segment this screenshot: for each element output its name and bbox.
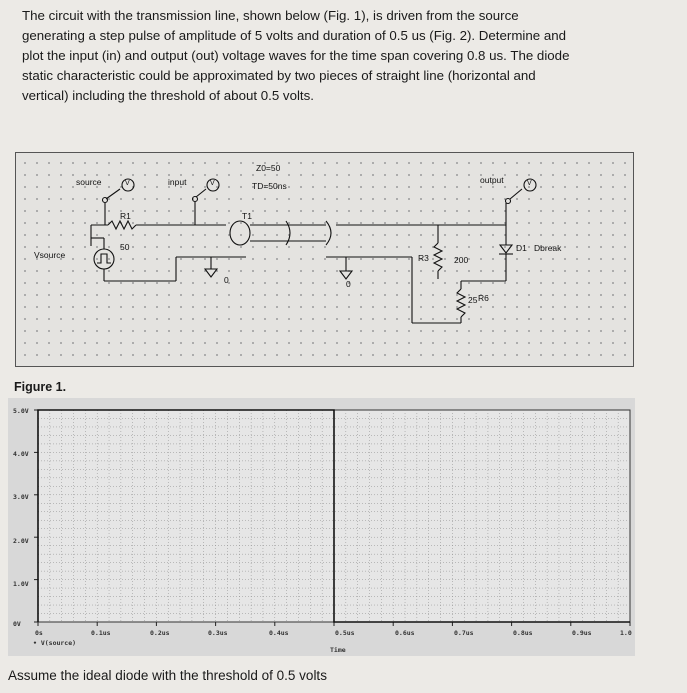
ground-icon [340, 271, 352, 279]
x-tick-label: 0.7us [454, 629, 474, 637]
tline-td: TD=50ns [252, 181, 287, 191]
schematic-drawing [16, 153, 633, 366]
x-tick-label: 0.5us [335, 629, 355, 637]
x-tick-label: 0.9us [572, 629, 592, 637]
vsource-icon [94, 249, 114, 269]
tline-port-a [230, 221, 250, 245]
y-tick-label: 4.0V [13, 450, 29, 458]
x-tick-label: 0.2us [150, 629, 170, 637]
assumption-note: Assume the ideal diode with the threshold of 0.5 volts [8, 668, 327, 683]
waveform-plot [8, 398, 635, 656]
ground-label: 0 [224, 275, 229, 285]
r6-name: R6 [478, 293, 489, 303]
x-tick-label: 0.4us [269, 629, 289, 637]
problem-line: vertical) including the threshold of about 0.5 volts. [22, 88, 314, 103]
x-tick-label: 0.3us [208, 629, 228, 637]
problem-line: static characteristic could be approximated by two pieces of straight line (horizontal and [22, 68, 536, 83]
r1-value: 50 [120, 242, 130, 252]
x-tick-label: 0.1us [91, 629, 111, 637]
r1-resistor [108, 221, 136, 229]
source-label: source [76, 177, 102, 187]
x-tick-label: 1.0 [620, 629, 632, 637]
y-tick-label: 1.0V [13, 580, 29, 588]
output-probe-symbol: V [527, 180, 532, 187]
problem-line: generating a step pulse of amplitude of 5 volts and duration of 0.5 us (Fig. 2). Determine and [22, 28, 567, 43]
figure-caption: Figure 1. [14, 380, 67, 394]
source-probe-symbol: V [125, 180, 130, 187]
output-label: output [480, 175, 504, 185]
legend: • V(source) [33, 639, 77, 647]
diode-model: Dbreak [534, 243, 562, 253]
r6-resistor [457, 289, 465, 317]
y-tick-label: 3.0V [13, 493, 29, 501]
y-tick-label: 5.0V [13, 407, 29, 415]
ground-icon [205, 269, 217, 277]
vsource-label: Vsource [34, 250, 66, 260]
tline-z0: Z0=50 [256, 163, 281, 173]
r1-name: R1 [120, 211, 131, 221]
y-tick-label: 0V [13, 620, 21, 628]
problem-line: The circuit with the transmission line, shown below (Fig. 1), is driven from the source [22, 8, 519, 23]
input-probe-symbol: V [210, 180, 215, 187]
y-tick-label: 2.0V [13, 537, 29, 545]
ground-label: 0 [346, 279, 351, 289]
circuit-schematic [15, 152, 634, 367]
tline-name: T1 [242, 211, 252, 221]
x-tick-label: 0s [35, 629, 43, 637]
r3-value: 200 [454, 255, 469, 265]
r3-name: R3 [418, 253, 429, 263]
problem-line: plot the input (in) and output (out) voltage waves for the time span covering 0.8 us. The diode [22, 48, 570, 63]
diode-name: D1 [516, 243, 527, 253]
tline-port-b [326, 221, 331, 245]
r3-resistor [434, 243, 442, 271]
waveform-chart [8, 398, 635, 656]
x-tick-label: 0.6us [395, 629, 415, 637]
input-label: input [168, 177, 187, 187]
x-tick-label: 0.8us [513, 629, 533, 637]
problem-statement [22, 6, 662, 106]
r6-value: 25 [468, 295, 478, 305]
x-axis-title: Time [330, 646, 346, 654]
diode-icon [500, 245, 512, 253]
